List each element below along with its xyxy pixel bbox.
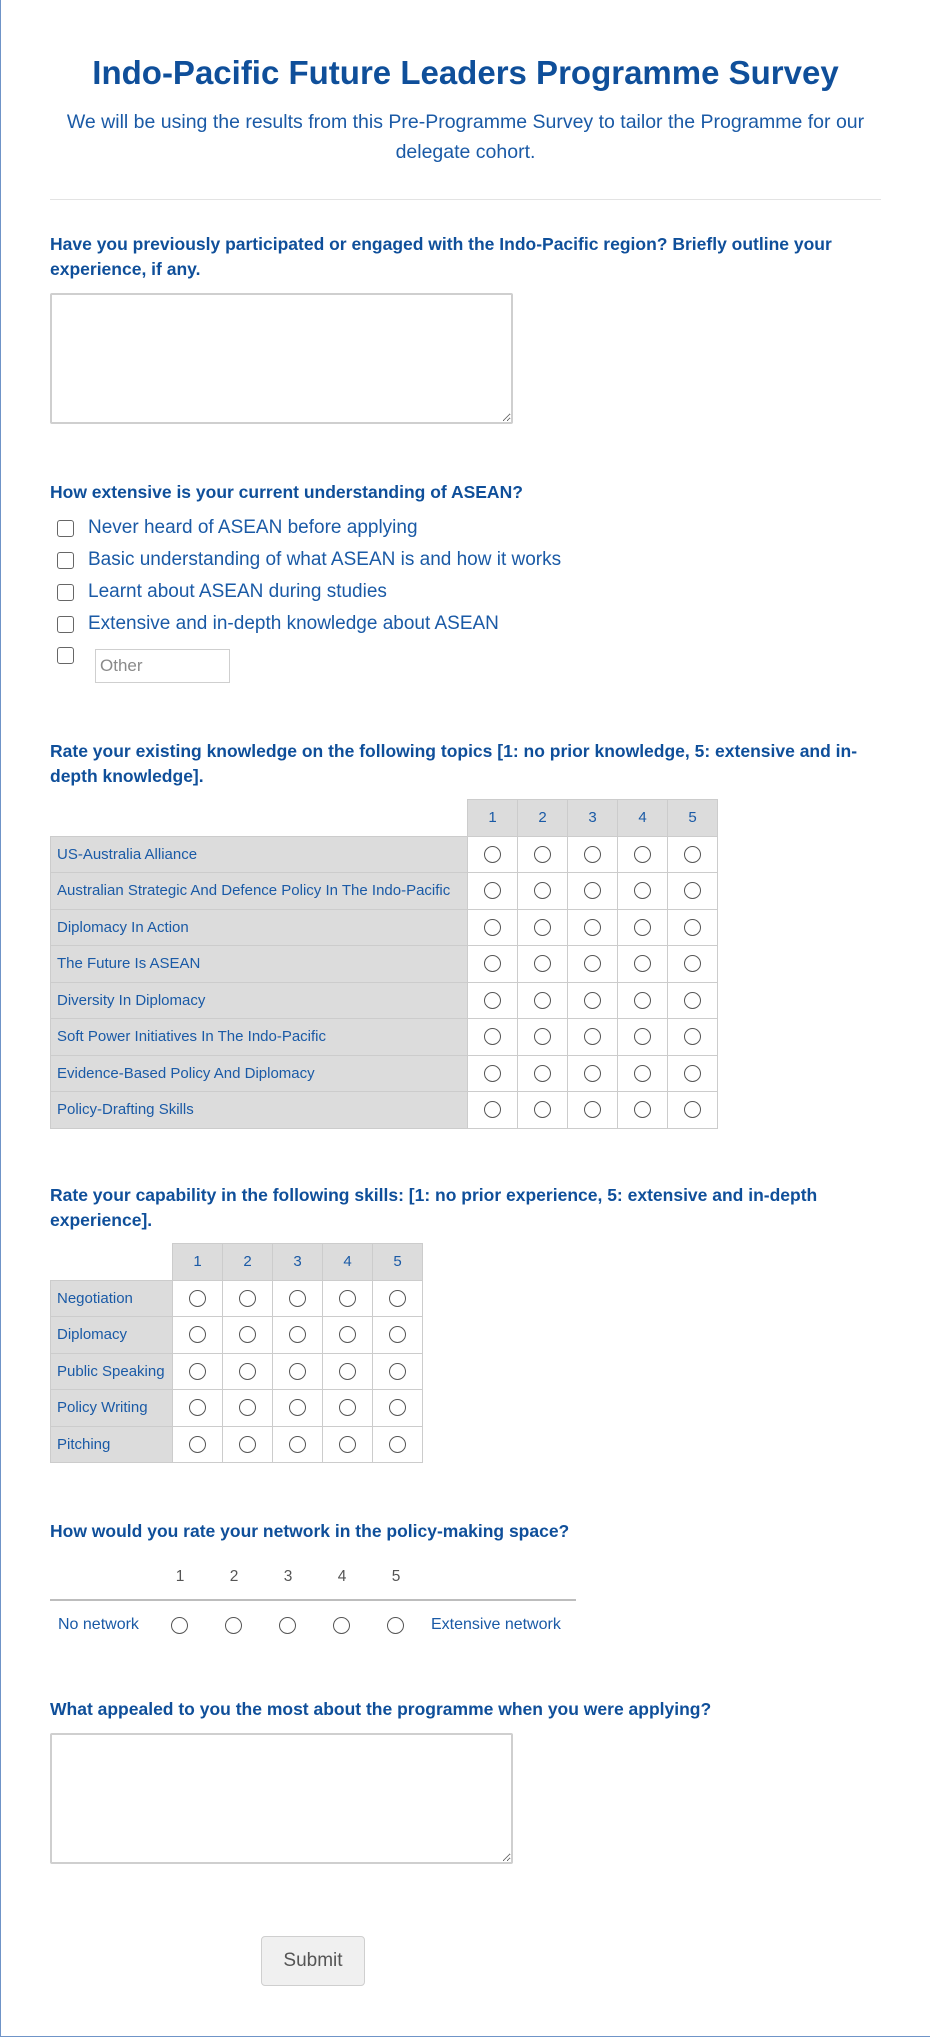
- matrix-row-label: Public Speaking: [51, 1353, 173, 1390]
- q2-option-extensive[interactable]: [57, 613, 499, 635]
- rating-radio[interactable]: [634, 1101, 651, 1118]
- matrix-cell: [173, 1390, 223, 1427]
- rating-radio[interactable]: [239, 1399, 256, 1416]
- matrix-cell: [173, 1280, 223, 1317]
- matrix-cell: [173, 1317, 223, 1354]
- matrix-row: [51, 1426, 423, 1463]
- matrix-body: [51, 1280, 423, 1463]
- matrix-cell: [173, 1353, 223, 1390]
- rating-radio[interactable]: [584, 919, 601, 936]
- form-subtitle: We will be using the results from this Pre-Programme Survey to tailor the Programme for our delegate cohort.: [66, 111, 865, 163]
- rating-radio[interactable]: [289, 1326, 306, 1343]
- rating-radio[interactable]: [684, 1028, 701, 1045]
- column-header: 1: [173, 1244, 223, 1281]
- q3-label: Rate your existing knowledge on the following topics [1: no prior knowledge, 5: extensive and in-depth knowledge].: [50, 741, 858, 786]
- checkbox[interactable]: [57, 616, 74, 633]
- rating-radio[interactable]: [684, 882, 701, 899]
- matrix-cell: [468, 909, 518, 946]
- matrix-row: [51, 1055, 718, 1092]
- matrix-row: [51, 982, 718, 1019]
- matrix-row: [51, 873, 718, 910]
- matrix-cell: [373, 1353, 423, 1390]
- matrix-cell: [173, 1426, 223, 1463]
- matrix-cell: [468, 1092, 518, 1129]
- rating-radio[interactable]: [484, 1101, 501, 1118]
- rating-radio[interactable]: [684, 992, 701, 1009]
- scale-radio-5[interactable]: [387, 1617, 404, 1634]
- rating-radio[interactable]: [239, 1290, 256, 1307]
- matrix-cell: [618, 1019, 668, 1056]
- scale-radio-2[interactable]: [225, 1617, 242, 1634]
- rating-radio[interactable]: [634, 992, 651, 1009]
- matrix-row-label: Negotiation: [51, 1280, 173, 1317]
- column-header: 1: [468, 800, 518, 837]
- rating-radio[interactable]: [289, 1436, 306, 1453]
- rating-radio[interactable]: [339, 1326, 356, 1343]
- matrix-cell: [223, 1390, 273, 1427]
- rating-radio[interactable]: [484, 1065, 501, 1082]
- rating-radio[interactable]: [534, 882, 551, 899]
- matrix-cell: [518, 1055, 568, 1092]
- matrix-cell: [668, 1019, 718, 1056]
- matrix-cell: [273, 1317, 323, 1354]
- checkbox[interactable]: [57, 584, 74, 601]
- rating-radio[interactable]: [534, 1028, 551, 1045]
- matrix-row-label: Diplomacy In Action: [51, 909, 468, 946]
- rating-radio[interactable]: [189, 1290, 206, 1307]
- checkbox[interactable]: [57, 520, 74, 537]
- scale-number: 3: [283, 1568, 293, 1585]
- option-label: Extensive and in-depth knowledge about ASEAN: [88, 613, 499, 634]
- rating-radio[interactable]: [534, 919, 551, 936]
- matrix-cell: [273, 1353, 323, 1390]
- rating-radio[interactable]: [339, 1363, 356, 1380]
- option-label: Learnt about ASEAN during studies: [88, 581, 387, 602]
- rating-radio[interactable]: [534, 955, 551, 972]
- q2-option-other[interactable]: [57, 647, 88, 664]
- rating-radio[interactable]: [484, 1028, 501, 1045]
- matrix-cell: [223, 1280, 273, 1317]
- scale-low-label: No network: [58, 1616, 139, 1633]
- q5-scale-divider: [50, 1599, 576, 1601]
- matrix-corner: [51, 800, 468, 837]
- matrix-row-label: Evidence-Based Policy And Diplomacy: [51, 1055, 468, 1092]
- matrix-cell: [518, 1092, 568, 1129]
- matrix-cell: [568, 873, 618, 910]
- scale-number: 1: [175, 1568, 185, 1585]
- rating-radio[interactable]: [684, 1101, 701, 1118]
- rating-radio[interactable]: [634, 882, 651, 899]
- matrix-cell: [618, 1092, 668, 1129]
- matrix-corner: [51, 1244, 173, 1281]
- matrix-cell: [618, 909, 668, 946]
- matrix-cell: [668, 982, 718, 1019]
- matrix-cell: [668, 946, 718, 983]
- matrix-row-label: Policy-Drafting Skills: [51, 1092, 468, 1129]
- rating-radio[interactable]: [684, 919, 701, 936]
- matrix-cell: [468, 1055, 518, 1092]
- matrix-row: [51, 1353, 423, 1390]
- scale-number: 4: [337, 1568, 347, 1585]
- rating-radio[interactable]: [684, 1065, 701, 1082]
- q1-label: Have you previously participated or engaged with the Indo-Pacific region? Briefly outline your experience, if any.: [50, 234, 832, 279]
- q6-textarea[interactable]: [50, 1733, 513, 1864]
- rating-radio[interactable]: [634, 846, 651, 863]
- rating-radio[interactable]: [484, 992, 501, 1009]
- matrix-cell: [568, 1092, 618, 1129]
- matrix-cell: [668, 836, 718, 873]
- matrix-cell: [568, 946, 618, 983]
- q2-option-studies[interactable]: [57, 581, 387, 603]
- rating-radio[interactable]: [239, 1363, 256, 1380]
- checkbox[interactable]: [57, 552, 74, 569]
- column-header: 5: [373, 1244, 423, 1281]
- rating-radio[interactable]: [584, 882, 601, 899]
- matrix-row: [51, 909, 718, 946]
- scale-radio-3[interactable]: [279, 1617, 296, 1634]
- matrix-cell: [273, 1280, 323, 1317]
- rating-radio[interactable]: [684, 846, 701, 863]
- option-label: Never heard of ASEAN before applying: [88, 517, 418, 538]
- checkbox[interactable]: [57, 647, 74, 664]
- matrix-row-label: Soft Power Initiatives In The Indo-Pacific: [51, 1019, 468, 1056]
- matrix-cell: [323, 1353, 373, 1390]
- rating-radio[interactable]: [584, 1101, 601, 1118]
- rating-radio[interactable]: [389, 1363, 406, 1380]
- rating-radio[interactable]: [339, 1436, 356, 1453]
- option-label: Basic understanding of what ASEAN is and how it works: [88, 549, 562, 570]
- matrix-cell: [568, 1055, 618, 1092]
- column-header: 2: [223, 1244, 273, 1281]
- matrix-row-label: Policy Writing: [51, 1390, 173, 1427]
- rating-radio[interactable]: [189, 1326, 206, 1343]
- matrix-row-label: Diplomacy: [51, 1317, 173, 1354]
- matrix-row-label: US-Australia Alliance: [51, 836, 468, 873]
- q1-textarea[interactable]: [50, 293, 513, 424]
- matrix-cell: [618, 873, 668, 910]
- matrix-cell: [373, 1317, 423, 1354]
- q6-label: What appealed to you the most about the programme when you were applying?: [50, 1699, 712, 1719]
- rating-radio[interactable]: [189, 1399, 206, 1416]
- q4-rating-matrix: [50, 1243, 423, 1463]
- scale-number: 2: [229, 1568, 239, 1585]
- matrix-cell: [223, 1317, 273, 1354]
- rating-radio[interactable]: [189, 1436, 206, 1453]
- rating-radio[interactable]: [584, 992, 601, 1009]
- matrix-cell: [568, 1019, 618, 1056]
- matrix-cell: [618, 982, 668, 1019]
- rating-radio[interactable]: [389, 1326, 406, 1343]
- matrix-cell: [468, 836, 518, 873]
- q4-label: Rate your capability in the following skills: [1: no prior experience, 5: extensive and in-depth experience].: [50, 1185, 818, 1230]
- matrix-cell: [468, 873, 518, 910]
- rating-radio[interactable]: [634, 1028, 651, 1045]
- submit-button[interactable]: Submit: [261, 1936, 365, 1986]
- rating-radio[interactable]: [239, 1326, 256, 1343]
- rating-radio[interactable]: [584, 846, 601, 863]
- q2-option-never-heard[interactable]: [57, 517, 418, 539]
- rating-radio[interactable]: [289, 1363, 306, 1380]
- rating-radio[interactable]: [484, 846, 501, 863]
- rating-radio[interactable]: [584, 955, 601, 972]
- matrix-cell: [518, 1019, 568, 1056]
- q5-label: How would you rate your network in the policy-making space?: [50, 1521, 570, 1541]
- matrix-cell: [223, 1353, 273, 1390]
- matrix-row-label: Diversity In Diplomacy: [51, 982, 468, 1019]
- matrix-cell: [323, 1280, 373, 1317]
- matrix-cell: [323, 1317, 373, 1354]
- rating-radio[interactable]: [289, 1290, 306, 1307]
- matrix-cell: [518, 982, 568, 1019]
- rating-radio[interactable]: [239, 1436, 256, 1453]
- matrix-cell: [668, 909, 718, 946]
- matrix-cell: [568, 982, 618, 1019]
- matrix-row: [51, 946, 718, 983]
- rating-radio[interactable]: [389, 1436, 406, 1453]
- matrix-cell: [518, 909, 568, 946]
- matrix-row: [51, 836, 718, 873]
- column-header: 4: [618, 800, 668, 837]
- matrix-cell: [668, 1092, 718, 1129]
- rating-radio[interactable]: [389, 1399, 406, 1416]
- matrix-row-label: Pitching: [51, 1426, 173, 1463]
- q5-scale-row: [50, 1615, 650, 1639]
- matrix-cell: [273, 1390, 323, 1427]
- matrix-cell: [518, 873, 568, 910]
- scale-radio-1[interactable]: [171, 1617, 188, 1634]
- column-header: 5: [668, 800, 718, 837]
- rating-radio[interactable]: [534, 1101, 551, 1118]
- matrix-cell: [468, 946, 518, 983]
- matrix-row: [51, 1390, 423, 1427]
- rating-radio[interactable]: [484, 955, 501, 972]
- column-header: 3: [568, 800, 618, 837]
- matrix-cell: [373, 1426, 423, 1463]
- matrix-body: [51, 836, 718, 1128]
- q2-label: How extensive is your current understanding of ASEAN?: [50, 482, 523, 502]
- matrix-cell: [323, 1426, 373, 1463]
- matrix-cell: [518, 836, 568, 873]
- q5-scale-numbers: [50, 1568, 570, 1590]
- matrix-cell: [568, 909, 618, 946]
- column-header: 3: [273, 1244, 323, 1281]
- matrix-row: [51, 1092, 718, 1129]
- matrix-row: [51, 1317, 423, 1354]
- q2-option-basic[interactable]: [57, 549, 561, 571]
- rating-radio[interactable]: [684, 955, 701, 972]
- matrix-cell: [618, 836, 668, 873]
- matrix-cell: [668, 1055, 718, 1092]
- q2-other-input[interactable]: [95, 649, 230, 683]
- rating-radio[interactable]: [634, 955, 651, 972]
- column-header: 2: [518, 800, 568, 837]
- rating-radio[interactable]: [584, 1065, 601, 1082]
- matrix-row: [51, 1280, 423, 1317]
- matrix-cell: [223, 1426, 273, 1463]
- rating-radio[interactable]: [339, 1399, 356, 1416]
- matrix-cell: [468, 1019, 518, 1056]
- rating-radio[interactable]: [484, 882, 501, 899]
- matrix-cell: [373, 1280, 423, 1317]
- matrix-row: [51, 1019, 718, 1056]
- rating-radio[interactable]: [634, 1065, 651, 1082]
- matrix-row-label: The Future Is ASEAN: [51, 946, 468, 983]
- matrix-cell: [568, 836, 618, 873]
- form-title: Indo-Pacific Future Leaders Programme Survey: [92, 54, 839, 91]
- matrix-cell: [323, 1390, 373, 1427]
- matrix-cell: [273, 1426, 323, 1463]
- matrix-cell: [618, 946, 668, 983]
- rating-radio[interactable]: [534, 992, 551, 1009]
- matrix-cell: [373, 1390, 423, 1427]
- scale-number: 5: [391, 1568, 401, 1585]
- rating-radio[interactable]: [484, 919, 501, 936]
- rating-radio[interactable]: [189, 1363, 206, 1380]
- header-divider: [50, 199, 881, 200]
- rating-radio[interactable]: [584, 1028, 601, 1045]
- matrix-cell: [468, 982, 518, 1019]
- matrix-row-label: Australian Strategic And Defence Policy In The Indo-Pacific: [51, 873, 468, 910]
- q3-rating-matrix: [50, 799, 718, 1129]
- scale-high-label: Extensive network: [431, 1616, 561, 1633]
- matrix-cell: [518, 946, 568, 983]
- column-header: 4: [323, 1244, 373, 1281]
- rating-radio[interactable]: [634, 919, 651, 936]
- rating-radio[interactable]: [339, 1290, 356, 1307]
- scale-radio-4[interactable]: [333, 1617, 350, 1634]
- matrix-cell: [618, 1055, 668, 1092]
- rating-radio[interactable]: [534, 846, 551, 863]
- rating-radio[interactable]: [389, 1290, 406, 1307]
- rating-radio[interactable]: [289, 1399, 306, 1416]
- rating-radio[interactable]: [534, 1065, 551, 1082]
- matrix-cell: [668, 873, 718, 910]
